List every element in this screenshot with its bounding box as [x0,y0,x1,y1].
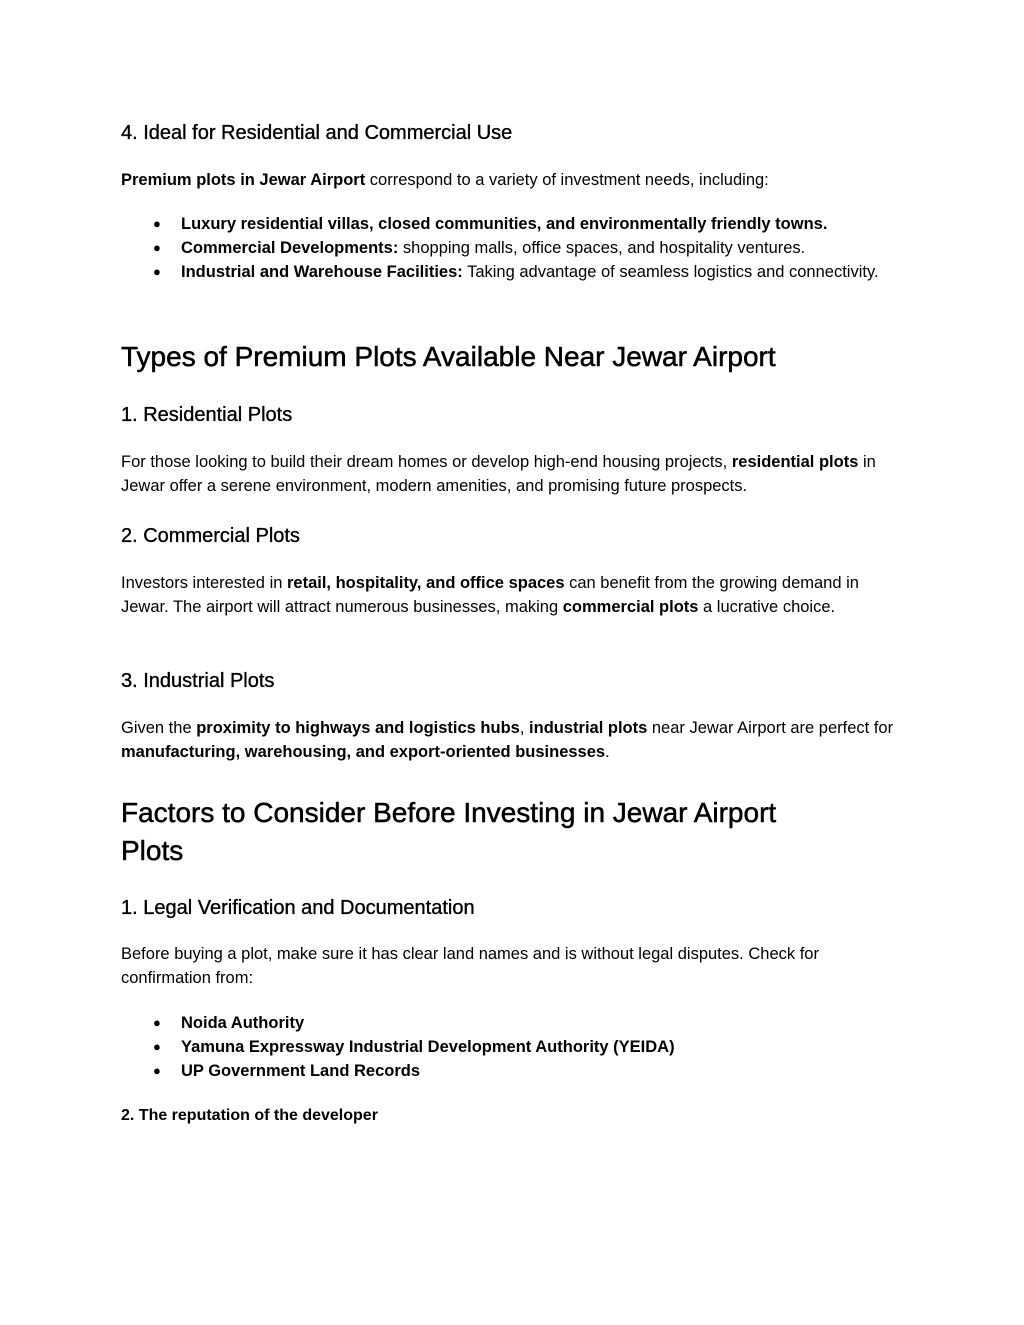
bold-run: manufacturing, warehousing, and export-oriented businesses [121,743,606,761]
heading-residential-plots: 1. Residential Plots [121,404,293,426]
bullet-text: Taking advantage of seamless logistics and connectivity. [462,263,879,281]
bullet-icon: ● [153,1039,161,1054]
bullet-icon: ● [153,1063,161,1078]
bullet-bold: Noida Authority [181,1014,305,1032]
text-run: in Jewar offer a serene environment, modern amenities, and promising future prospects. [121,453,876,495]
bullet-icon: ● [153,264,161,279]
legal-paragraph: Before buying a plot, make sure it has clear land names and is without legal disputes. Check for confirmation from: [121,945,819,987]
bullet-bold: UP Government Land Records [181,1062,421,1080]
intro-rest: correspond to a variety of investment needs, including: [365,171,769,189]
heading-plot-types: Types of Premium Plots Available Near Jewar Airport [121,341,776,372]
bullet-bold: Yamuna Expressway Industrial Development Authority (YEIDA) [181,1038,675,1056]
text-run: Given the [121,719,197,737]
text-run: Investors interested in [121,574,287,592]
list-item [121,260,881,284]
bullet-bold: Commercial Developments: [181,239,399,257]
bullet-bold: Luxury residential villas, closed communities, and environmentally friendly towns. [181,215,828,233]
bullet-icon: ● [153,1015,161,1030]
bold-run: residential plots [731,453,859,471]
list-item [121,1035,911,1059]
bullet-bold: Industrial and Warehouse Facilities: [181,263,463,281]
heading-industrial-plots: 3. Industrial Plots [121,670,275,692]
list-item [121,236,911,260]
text-run: near Jewar Airport are perfect for [647,719,894,737]
text-run: . [605,743,610,761]
intro-bold: Premium plots in Jewar Airport [121,171,366,189]
heading-commercial-plots: 2. Commercial Plots [121,525,300,547]
commercial-paragraph [121,571,881,619]
heading-ideal-use: 4. Ideal for Residential and Commercial Use [121,122,513,144]
text-run: can benefit from the growing demand in Jewar. The airport will attract numerous businesses, making [121,574,859,616]
heading-line: Factors to Consider Before Investing in Jewar Airport [121,797,777,828]
text-run: , [519,719,530,737]
list-item [121,212,911,236]
bold-run: retail, hospitality, and office spaces [287,574,565,592]
heading-legal-verification: 1. Legal Verification and Documentation [121,897,475,919]
intro-paragraph [121,168,911,192]
residential-paragraph [121,450,901,498]
bold-run: proximity to highways and logistics hubs [196,719,520,737]
list-item [121,1059,911,1083]
text-run: a lucrative choice. [698,598,836,616]
bullet-text: shopping malls, office spaces, and hospitality ventures. [398,239,806,257]
bullet-icon: ● [153,240,161,255]
bullet-icon: ● [153,216,161,231]
authority-list [121,1011,911,1083]
ideal-use-list [121,212,911,284]
heading-factors [121,794,911,870]
bold-run: industrial plots [529,719,648,737]
bold-run: commercial plots [562,598,699,616]
list-item [121,1011,911,1035]
heading-developer-reputation: 2. The reputation of the developer [121,1107,378,1124]
industrial-paragraph [121,716,911,764]
text-run: For those looking to build their dream homes or develop high-end housing projects, [121,453,732,471]
heading-line: Plots [121,835,184,866]
